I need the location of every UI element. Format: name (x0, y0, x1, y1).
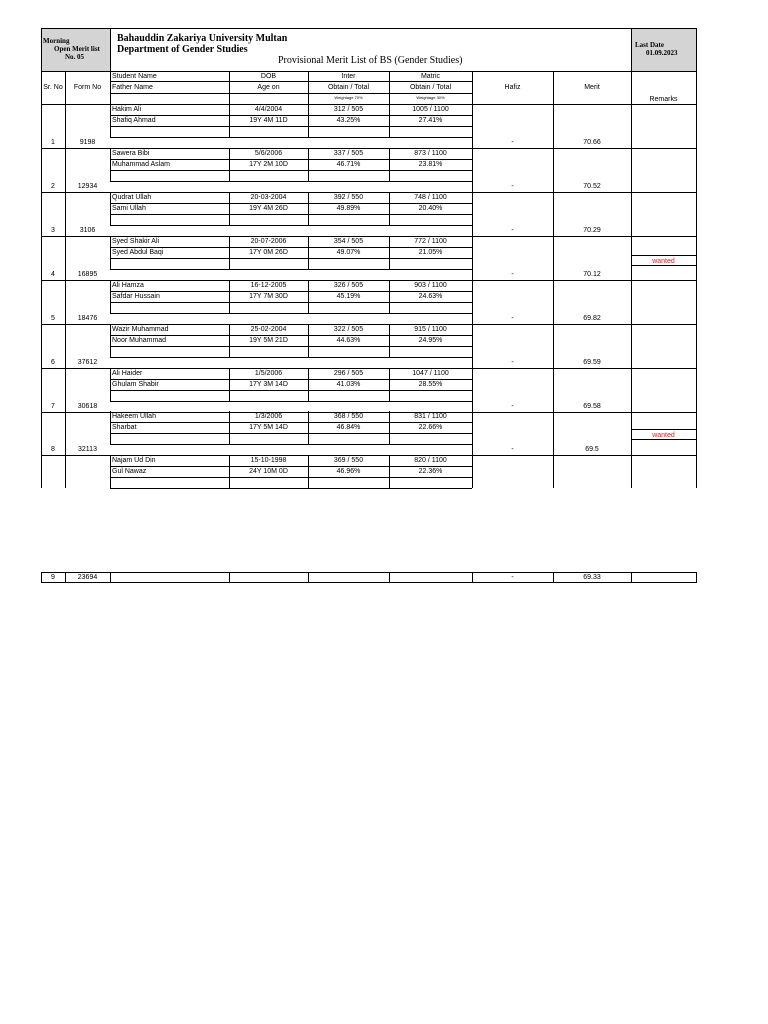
sr-number: 2 (51, 183, 55, 190)
sub-row-line (110, 247, 472, 248)
col-matric-weight: Weightage 30% (416, 95, 445, 100)
matric-percent: 27.41% (418, 117, 443, 124)
matric-marks: 1047 / 1100 (412, 370, 449, 377)
inter-percent: 46.96% (336, 468, 361, 475)
col-line (65, 236, 66, 280)
col-line (472, 455, 473, 488)
header-divider (631, 28, 632, 72)
student-name: Ali Haider (112, 370, 143, 377)
father-name: Safdar Hussain (112, 293, 160, 300)
col-hafiz: Hafiz (504, 84, 521, 91)
col-line (472, 104, 473, 148)
sub-row-line (110, 181, 472, 182)
col-line (229, 192, 230, 225)
merit-score: 70.66 (583, 139, 601, 146)
row-line (41, 368, 697, 369)
col-line (553, 148, 554, 192)
col-line (553, 572, 554, 583)
sub-row-line (110, 433, 472, 434)
col-line (472, 236, 473, 280)
col-father-name: Father Name (112, 84, 153, 91)
sub-row-line (110, 291, 472, 292)
sr-number: 5 (51, 315, 55, 322)
merit-score: 69.82 (583, 315, 601, 322)
split-row-bottom (41, 582, 697, 583)
col-line (65, 368, 66, 412)
inter-marks: 312 / 505 (333, 106, 364, 113)
inter-marks: 392 / 550 (333, 194, 364, 201)
col-line (65, 104, 66, 148)
col-student-name: Student Name (112, 73, 157, 80)
matric-percent: 24.95% (418, 337, 443, 344)
hafiz-value: - (511, 403, 514, 410)
dob-value: 1/5/2006 (254, 370, 283, 377)
form-number: 37612 (77, 359, 98, 366)
col-line (308, 572, 309, 583)
sub-row-line (110, 115, 472, 116)
student-name: Syed Shakir Ali (112, 238, 160, 245)
col-line (472, 572, 473, 583)
sub-row-line (110, 137, 472, 138)
col-line (631, 368, 632, 412)
student-name: Najam Ud Din (112, 457, 156, 464)
open-merit-label: Open Merit list (54, 45, 100, 53)
col-line (308, 280, 309, 313)
university-name: Bahauddin Zakariya University Multan (117, 33, 288, 44)
col-line (553, 280, 554, 324)
col-line (308, 236, 309, 269)
col-line (110, 368, 111, 401)
sr-number: 9 (51, 574, 55, 581)
inter-percent: 46.71% (336, 161, 361, 168)
col-line (308, 192, 309, 225)
col-line (553, 411, 554, 455)
col-line (472, 192, 473, 236)
dob-value: 1/3/2006 (254, 413, 283, 420)
row-line (41, 324, 697, 325)
col-matric-sub: Obtain / Total (409, 84, 452, 91)
dob-value: 15-10-1998 (250, 457, 287, 464)
sub-row-line (110, 269, 472, 270)
father-name: Shafiq Ahmad (112, 117, 156, 124)
dob-value: 16-12-2005 (250, 282, 287, 289)
col-line (110, 572, 111, 583)
sr-number: 3 (51, 227, 55, 234)
col-line (631, 148, 632, 192)
col-line (553, 192, 554, 236)
inter-percent: 49.07% (336, 249, 361, 256)
header-bottom-border (41, 71, 697, 72)
col-line (229, 280, 230, 313)
matric-marks: 831 / 1100 (414, 413, 447, 420)
col-line (472, 411, 473, 455)
row-line (41, 280, 697, 281)
col-line (389, 324, 390, 357)
col-line (65, 280, 66, 324)
sub-row-line (110, 477, 472, 478)
col-inter: Inter (341, 73, 356, 80)
col-line (308, 324, 309, 357)
merit-score: 69.59 (583, 359, 601, 366)
header-subline (110, 93, 472, 94)
col-line (389, 104, 390, 137)
col-merit: Merit (584, 84, 600, 91)
matric-percent: 22.36% (418, 468, 443, 475)
header-subline (110, 81, 472, 82)
sub-row-line (110, 346, 472, 347)
sub-row-line (110, 379, 472, 380)
header-top-border (41, 28, 697, 29)
row-line (41, 148, 697, 149)
col-line (472, 324, 473, 368)
age-value: 19Y 4M 11D (249, 117, 288, 124)
col-line (110, 104, 111, 137)
merit-score: 70.29 (583, 227, 601, 234)
header-end-line (41, 104, 697, 105)
student-name: Ali Hamza (112, 282, 144, 289)
col-line (110, 455, 111, 488)
right-border (696, 28, 697, 488)
col-line (65, 192, 66, 236)
student-name: Wazir Muhammad (112, 326, 169, 333)
form-number: 23694 (77, 574, 98, 581)
col-line (308, 71, 309, 105)
student-name: Hakeem Ullah (112, 413, 156, 420)
col-line (229, 368, 230, 401)
age-value: 19Y 4M 26D (249, 205, 288, 212)
col-line (389, 148, 390, 181)
col-line (631, 192, 632, 236)
father-name: Noor Muhammad (112, 337, 167, 344)
father-name: Syed Abdul Baqi (112, 249, 164, 256)
form-number: 9198 (79, 139, 96, 146)
col-line (229, 572, 230, 583)
col-line (631, 324, 632, 368)
col-line (389, 280, 390, 313)
sub-row-line (110, 466, 472, 467)
col-line (308, 455, 309, 488)
col-inter-weight: Weightage 70% (334, 95, 363, 100)
remark-line (631, 255, 696, 256)
morning-label: Morning (43, 37, 70, 45)
father-name: Muhammad Aslam (112, 161, 170, 168)
inter-percent: 45.19% (336, 293, 361, 300)
sub-row-line (110, 422, 472, 423)
col-line (631, 71, 632, 105)
sub-row-line (110, 225, 472, 226)
hafiz-value: - (511, 359, 514, 366)
father-name: Sami Ullah (112, 205, 146, 212)
sr-number: 7 (51, 403, 55, 410)
col-line (110, 280, 111, 313)
matric-percent: 21.05% (418, 249, 443, 256)
dob-value: 20-07-2006 (250, 238, 287, 245)
matric-percent: 28.55% (418, 381, 443, 388)
sub-row-line (110, 335, 472, 336)
col-line (229, 411, 230, 444)
inter-percent: 41.03% (336, 381, 361, 388)
col-line (110, 236, 111, 269)
hafiz-value: - (511, 271, 514, 278)
col-line (65, 148, 66, 192)
form-number: 3106 (79, 227, 96, 234)
matric-marks: 873 / 1100 (414, 150, 447, 157)
sub-row-line (110, 401, 472, 402)
inter-percent: 49.89% (336, 205, 361, 212)
sr-number: 8 (51, 446, 55, 453)
matric-marks: 1005 / 1100 (412, 106, 449, 113)
col-line (631, 280, 632, 324)
sub-row-line (110, 357, 472, 358)
col-line (631, 455, 632, 488)
merit-score: 69.33 (583, 574, 601, 581)
remark-wanted: wanted (652, 258, 675, 265)
sub-row-line (110, 126, 472, 127)
col-line (65, 71, 66, 105)
col-line (553, 104, 554, 148)
col-line (110, 192, 111, 225)
col-line (229, 236, 230, 269)
sub-row-line (110, 313, 472, 314)
age-value: 17Y 5M 14D (249, 424, 288, 431)
col-line (696, 572, 697, 583)
sub-row-line (110, 159, 472, 160)
col-dob: DOB (260, 73, 277, 80)
hafiz-value: - (511, 315, 514, 322)
form-number: 30618 (77, 403, 98, 410)
col-line (631, 411, 632, 455)
col-line (553, 71, 554, 105)
inter-percent: 46.84% (336, 424, 361, 431)
dob-value: 5/6/2006 (254, 150, 283, 157)
col-line (65, 411, 66, 455)
col-line (553, 324, 554, 368)
hafiz-value: - (511, 139, 514, 146)
col-line (389, 71, 390, 105)
col-line (472, 71, 473, 105)
age-value: 17Y 7M 30D (249, 293, 288, 300)
merit-score: 70.52 (583, 183, 601, 190)
matric-percent: 20.40% (418, 205, 443, 212)
sub-row-line (110, 214, 472, 215)
col-line (308, 104, 309, 137)
col-line (229, 324, 230, 357)
list-number: No. 05 (65, 53, 85, 61)
remark-line (631, 265, 696, 266)
sr-number: 4 (51, 271, 55, 278)
department-name: Department of Gender Studies (117, 44, 248, 55)
sr-number: 1 (51, 139, 55, 146)
col-line (472, 280, 473, 324)
matric-marks: 820 / 1100 (414, 457, 447, 464)
sub-row-line (110, 488, 472, 489)
inter-marks: 337 / 505 (333, 150, 364, 157)
left-border (41, 28, 42, 488)
sub-row-line (110, 258, 472, 259)
father-name: Gul Nawaz (112, 468, 147, 475)
col-line (553, 236, 554, 280)
last-date-label: Last Date (635, 41, 664, 49)
matric-marks: 915 / 1100 (414, 326, 447, 333)
col-line (389, 455, 390, 488)
inter-marks: 354 / 505 (333, 238, 364, 245)
col-line (631, 104, 632, 148)
age-value: 17Y 3M 14D (249, 381, 288, 388)
col-form-no: Form No (73, 84, 102, 91)
row-line (41, 236, 697, 237)
matric-marks: 903 / 1100 (414, 282, 447, 289)
col-line (229, 148, 230, 181)
col-line (308, 148, 309, 181)
col-line (65, 324, 66, 368)
sub-row-line (110, 302, 472, 303)
inter-percent: 43.25% (336, 117, 361, 124)
hafiz-value: - (511, 227, 514, 234)
header-divider (110, 28, 111, 72)
merit-score: 69.5 (585, 446, 599, 453)
matric-percent: 22.66% (418, 424, 443, 431)
col-line (308, 411, 309, 444)
remark-wanted: wanted (652, 432, 675, 439)
matric-percent: 23.81% (418, 161, 443, 168)
col-line (389, 192, 390, 225)
inter-marks: 369 / 550 (333, 457, 364, 464)
merit-score: 69.58 (583, 403, 601, 410)
form-number: 12934 (77, 183, 98, 190)
col-line (110, 324, 111, 357)
student-name: Sawera Bibi (112, 150, 150, 157)
col-sr-no: Sr. No (43, 84, 63, 91)
matric-marks: 772 / 1100 (414, 238, 447, 245)
col-age-on: Age on (257, 84, 280, 91)
row-line (41, 455, 697, 456)
col-line (110, 71, 111, 105)
inter-marks: 326 / 505 (333, 282, 364, 289)
form-number: 18476 (77, 315, 98, 322)
matric-marks: 748 / 1100 (414, 194, 447, 201)
remark-line (631, 429, 696, 430)
sub-row-line (110, 203, 472, 204)
col-line (110, 148, 111, 181)
dob-value: 25-02-2004 (250, 326, 287, 333)
student-name: Hakim Ali (112, 106, 142, 113)
col-line (631, 236, 632, 280)
hafiz-value: - (511, 183, 514, 190)
age-value: 19Y 5M 21D (249, 337, 288, 344)
age-value: 17Y 0M 26D (249, 249, 288, 256)
row-line (41, 192, 697, 193)
sub-row-line (110, 170, 472, 171)
col-line (229, 71, 230, 105)
inter-marks: 296 / 505 (333, 370, 364, 377)
col-remarks: Remarks (649, 96, 678, 103)
inter-marks: 368 / 550 (333, 413, 364, 420)
list-title: Provisional Merit List of BS (Gender Studies) (278, 55, 463, 66)
age-value: 24Y 10M 0D (249, 468, 288, 475)
split-row-top (41, 572, 697, 573)
hafiz-value: - (511, 574, 514, 581)
hafiz-value: - (511, 446, 514, 453)
col-line (65, 455, 66, 488)
col-line (389, 411, 390, 444)
sub-row-line (110, 444, 472, 445)
col-matric: Matric (420, 73, 441, 80)
col-line (65, 572, 66, 583)
father-name: Ghulam Shabir (112, 381, 159, 388)
last-date-value: 01.09.2023 (646, 49, 678, 57)
col-line (41, 572, 42, 583)
dob-value: 20-03-2004 (250, 194, 287, 201)
form-number: 32113 (78, 446, 97, 453)
col-line (472, 368, 473, 412)
col-line (553, 368, 554, 412)
form-number: 16895 (77, 271, 98, 278)
sub-row-line (110, 390, 472, 391)
merit-score: 70.12 (583, 271, 601, 278)
father-name: Sharbat (112, 424, 137, 431)
col-line (389, 236, 390, 269)
col-line (229, 104, 230, 137)
sr-number: 6 (51, 359, 55, 366)
col-line (389, 572, 390, 583)
col-line (553, 455, 554, 488)
age-value: 17Y 2M 10D (249, 161, 288, 168)
col-line (631, 572, 632, 583)
remark-line (631, 439, 696, 440)
col-line (308, 368, 309, 401)
col-line (110, 411, 111, 444)
col-inter-sub: Obtain / Total (327, 84, 370, 91)
row-line (41, 412, 697, 413)
inter-marks: 322 / 505 (333, 326, 364, 333)
dob-value: 4/4/2004 (254, 106, 283, 113)
col-line (472, 148, 473, 192)
col-line (229, 455, 230, 488)
matric-percent: 24.63% (418, 293, 443, 300)
col-line (389, 368, 390, 401)
student-name: Qudrat Ullah (112, 194, 152, 201)
inter-percent: 44.63% (336, 337, 361, 344)
